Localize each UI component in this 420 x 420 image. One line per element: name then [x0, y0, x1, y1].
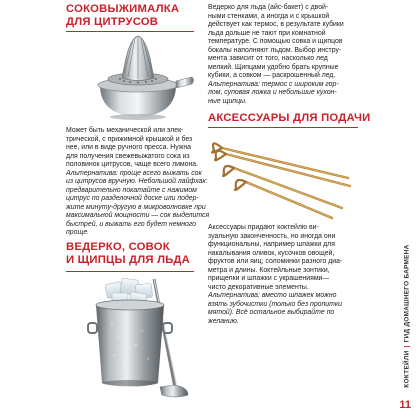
serving-text-line: зуальную законченность, но иногда они — [208, 232, 336, 240]
ice-tools-heading — [66, 241, 190, 267]
ice-text-line: температуре. С помощью совка и щипцов — [208, 38, 343, 45]
side-banner-right: ГИД ДОМАШНЕГО БАРМЕНА — [403, 244, 411, 343]
serving-text-line: чисто декоративные элементы. — [208, 283, 309, 291]
serving-alt-line: взять зубочистки (только без пропитки — [208, 300, 342, 308]
citrus-juicer-photo — [78, 33, 198, 123]
ice-tools-heading-line-1: ВЕДЕРКО, СОВОК — [66, 241, 170, 253]
ice-tools-heading-line-2: И ЩИПЦЫ ДЛЯ ЛЬДА — [66, 254, 190, 266]
ice-alt-line: лом, суповая ложка и небольшие кухон- — [208, 89, 337, 96]
juicer-heading — [66, 3, 179, 29]
ice-text-line: ными стенками, а иногда и с крышкой — [208, 12, 330, 20]
juicer-alt-line: жите минуту-другую в микроволновке при — [66, 203, 206, 211]
juicer-alt-line: предварительно покатайте с нажимом — [66, 186, 197, 194]
side-banner-separator: | — [403, 345, 411, 348]
juicer-alt-line: Альтернатива: проще всего выжать сок — [66, 169, 202, 177]
side-banner-text — [404, 244, 411, 387]
serving-text-line: фруктов или яиц; соломинки разного диа- — [208, 258, 343, 265]
cocktail-picks-photo — [200, 134, 360, 222]
juicer-alt-line: максимальной мощности — сок выделится — [66, 212, 210, 219]
juicer-alt-line: из цитрусов вручную. Небольшой лайфхак: — [66, 178, 208, 185]
ice-text-line: кубики, а совком — раскрошенный лед. — [208, 72, 336, 79]
juicer-text-line: трической, с прижимной крышкой и без — [66, 135, 193, 143]
ice-text-line: мента зависит от того, насколько лед — [208, 55, 328, 62]
juicer-text-line: половинок цитрусов, чаще всего лимона. — [66, 161, 199, 168]
ice-bucket-photo — [76, 275, 196, 400]
serving-alt-line: Альтернатива: вместо шпажек можно — [208, 292, 337, 299]
serving-alt-line: мятой). Всё остальное выбирайте по — [208, 309, 335, 316]
ice-text-line: мелкий. Щипцами удобно брать крупные — [208, 63, 339, 71]
serving-text-line: функциональны, например шпажки для — [208, 241, 335, 248]
serving-text-line: прищепки и шпажки с украшениями— — [208, 275, 330, 282]
ice-tools-heading-rule — [66, 271, 194, 272]
serving-text-line: Аксессуары придают коктейлю ви- — [208, 224, 319, 231]
ice-text — [208, 4, 344, 106]
ice-alt-line: ные щипцы. — [208, 97, 248, 105]
serving-alt-line: желанию. — [208, 317, 239, 325]
serving-heading-rule — [208, 127, 358, 128]
ice-text-line: бокалы наполняют льдом. Выбор инстру- — [208, 46, 342, 54]
juicer-heading-line-1: СОКОВЫЖИМАЛКА — [66, 3, 180, 15]
juicer-alt-line: быстрей, и выжать его будет немного — [66, 220, 196, 228]
ice-text-line: Ведерко для льда (айс-бакет) с двой- — [208, 4, 329, 11]
juicer-alt-line: цитрус по разделочной доске или подер- — [66, 195, 199, 202]
juicer-text-line: Может быть механической или элек- — [66, 127, 184, 134]
page-number: 11 — [399, 399, 411, 411]
juicer-text — [66, 127, 209, 238]
serving-text — [208, 224, 342, 326]
side-banner-left: КОКТЕЙЛИ — [403, 350, 411, 388]
serving-text-line: метра и длины. Коктейльные зонтики, — [208, 266, 330, 274]
juicer-heading-line-2: ДЛЯ ЦИТРУСОВ — [66, 16, 159, 28]
side-banner — [394, 232, 420, 400]
juicer-alt-line: проще. — [66, 229, 90, 236]
serving-heading: АКСЕССУАРЫ ДЛЯ ПОДАЧИ — [208, 112, 371, 124]
ice-text-line: льда дольше не тают при комнатной — [208, 29, 326, 37]
serving-text-line: накалывания оливок, кусочков овощей, — [208, 249, 335, 257]
ice-text-line: действует как термос, в результате кубики — [208, 21, 344, 28]
juicer-text-line: для получения свежевыжатого сока из — [66, 152, 190, 160]
juicer-text-line: нее, или в виде ручного пресса. Нужна — [66, 144, 192, 151]
ice-alt-line: Альтернатива: термос с широким гор- — [208, 80, 339, 88]
